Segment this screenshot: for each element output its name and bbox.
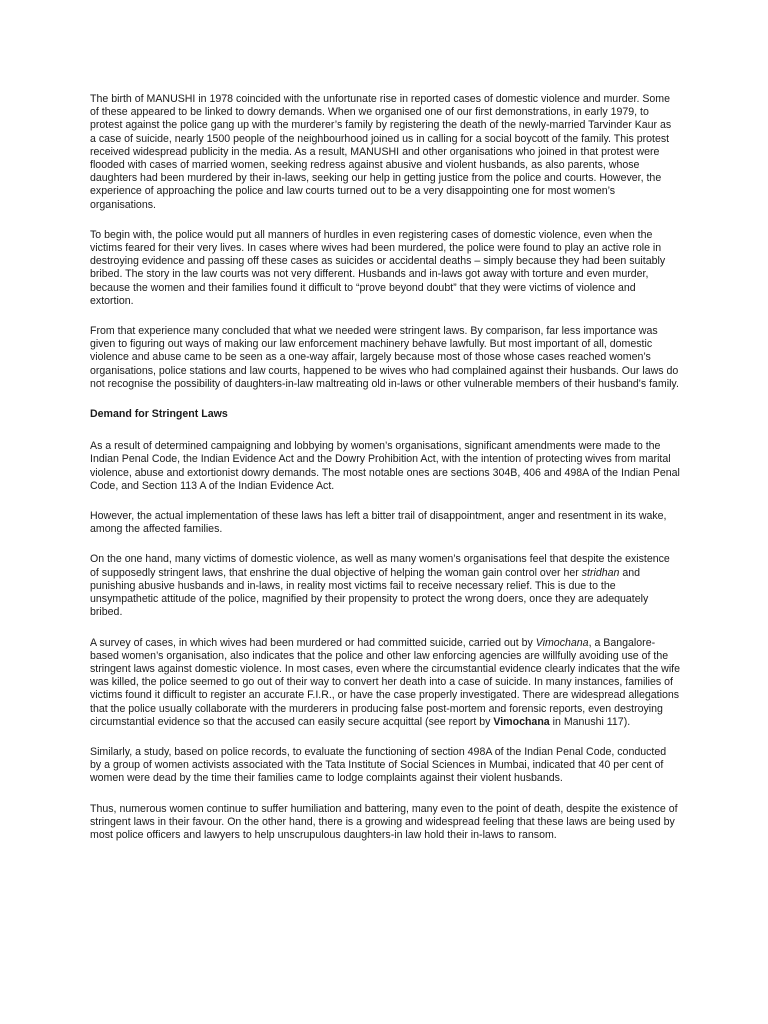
paragraph-7-text-c: in Manushi 117). xyxy=(549,715,631,728)
paragraph-6 xyxy=(90,553,680,619)
paragraph-7-text-a: A survey of cases, in which wives had been murdered or had committed suicide, carried out by xyxy=(90,636,536,649)
paragraph-5: However, the actual implementation of these laws has left a bitter trail of disappointment, anger and resentment in its wake, among the affected families. xyxy=(90,510,667,536)
section-heading: Demand for Stringent Laws xyxy=(90,408,228,421)
paragraph-8: Similarly, a study, based on police records, to evaluate the functioning of section 498A of the Indian Penal Code, conducted by a group of women activists associated with the Tata Institute of Social Sciences in Mumbai, indicated that 40 per cent of women were dead by the time their families came to lodge complaints against their violent husbands. xyxy=(90,745,667,785)
paragraph-2: To begin with, the police would put all manners of hurdles in even registering cases of domestic violence, even when the victims feared for their very lives. In cases where wives had been murdered, the police were found to play an active role in destroying evidence and passing off these cases as suicides or accidental deaths – simply because they had been suitably bribed. The story in the law courts was not very different. Husbands and in-laws got away with torture and even murder, because the women and their families found it difficult to “prove beyond doubt” that they were victims of violence and extortion. xyxy=(90,228,666,307)
paragraph-4: As a result of determined campaigning and lobbying by women’s organisations, significant amendments were made to the Indian Penal Code, the Indian Evidence Act and the Dowry Prohibition Act, with the intention of protecting wives from marital violence, abuse and extortionist dowry demands. The most notable ones are sections 304B, 406 and 498A of the Indian Penal Code, and Section 113 A of the Indian Evidence Act. xyxy=(90,440,680,492)
document-page xyxy=(90,93,680,859)
paragraph-1: The birth of MANUSHI in 1978 coincided with the unfortunate rise in reported cases of domestic violence and murder. Some of these appeared to be linked to dowry demands. When we organised one of our first demonstrations, in early 1979, to protest against the police gang up with the murderer’s family by registering the death of the newly-married Tarvinder Kaur as a case of suicide, nearly 1500 people of the neighbourhood joined us in calling for a social boycott of the family. This protest received widespread publicity in the media. As a result, MANUSHI and other organisations who joined in that protest were flooded with cases of married women, seeking redress against abusive and violent husbands, as also parents, whose daughters had been murdered by their in-laws, seeking our help in getting justice from the police and courts. However, the experience of approaching the police and law courts turned out to be a very disappointing one for most women’s organisations. xyxy=(90,93,672,211)
vimochana-italic: Vimochana xyxy=(535,636,589,649)
paragraph-3: From that experience many concluded that what we needed were stringent laws. By comparison, far less importance was given to figuring out ways of making our law enforcement machinery behave lawfully. But most important of all, domestic violence and abuse came to be seen as a one-way affair, largely because most of those whose cases reached women’s organisations, police stations and law courts, happened to be wives who had complained against their husbands. Our laws do not recognise the possibility of daughters-in-law maltreating old in-laws or other vulnerable members of their husband's family. xyxy=(90,325,679,390)
paragraph-6-text-b: and punishing abusive husbands and in-laws, in reality most victims fail to receive necessary relief. This is due to the unsympathetic attitude of the police, magnified by their propensity to protect the wrong doers, once they are adequately bribed. xyxy=(90,566,649,619)
paragraph-7-text-b: , a Bangalore-based women’s organisation, also indicates that the police and other law enforcing agencies are willfully avoiding use of the stringent laws against domestic violence. In most cases, even where the circumstantial evidence clearly indicates that the wife was killed, the police seemed to go out of their way to convert her death into a case of suicide. In many instances, families of victims found it difficult to register an accurate F.I.R., or have the case properly investigated. There are widespread allegations that the police usually collaborate with the murderers in producing false post-mortem and forensic reports, even destroying circumstantial evidence so that the accused can easily secure acquittal (see report by xyxy=(90,636,681,728)
stridhan-term: stridhan xyxy=(581,566,620,579)
paragraph-6-text-a: On the one hand, many victims of domestic violence, as well as many women’s organisations feel that despite the existence of supposedly stringent laws, that enshrine the dual objective of helping the woman gain control over her xyxy=(90,553,670,579)
paragraph-9: Thus, numerous women continue to suffer humiliation and battering, many even to the point of death, despite the existence of stringent laws in their favour. On the other hand, there is a growing and widespread feeling that these laws are being used by most police officers and lawyers to help unscrupulous daughters-in law hold their in-laws to ransom. xyxy=(90,802,678,841)
vimochana-bold: Vimochana xyxy=(493,715,550,728)
paragraph-7 xyxy=(90,637,680,729)
